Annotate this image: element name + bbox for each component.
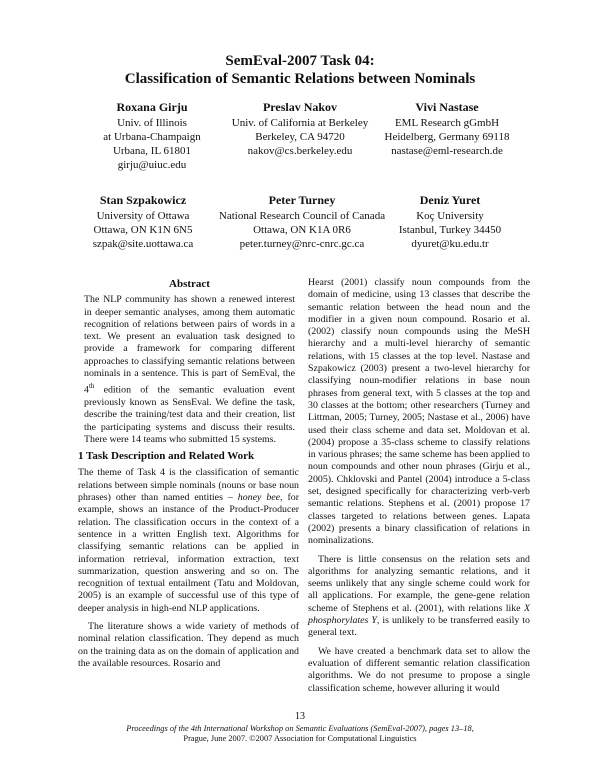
author-name: Preslav Nakov	[262, 100, 338, 114]
paragraph-text: , for example, shows an instance of the Product-Producer relation. The classification occurs in the context of a sentence in a written English text. Algorithms for classifying semantic relations can be applied in information retrieval, information extraction, text summarization, question answering and so on. The recognition of textual entailment (Tatu and Moldovan, 2005) is an example of successful use of this type of deeper analysis in high-end NLP applications.	[78, 492, 299, 614]
paragraph	[308, 554, 530, 640]
author-block	[352, 100, 542, 158]
author-email: nakov@cs.berkeley.edu	[247, 145, 353, 157]
author-name: Deniz Yuret	[419, 193, 481, 207]
author-name: Peter Turney	[268, 193, 336, 207]
footer-line-2: Prague, June 2007. ©2007 Association for Computational Linguistics	[183, 734, 417, 743]
author-affiliation: University of Ottawa	[96, 210, 190, 222]
author-affiliation: Berkeley, CA 94720	[255, 131, 345, 143]
author-affiliation: Ottawa, ON K1A 0R6	[253, 224, 351, 236]
paragraph-text: The theme of Task 4 is the classification of semantic relations between simple nominals (nouns or base noun phrases) other than named entities –	[78, 467, 299, 504]
author-email: nastase@eml-research.de	[391, 145, 503, 157]
right-column	[308, 277, 530, 695]
author-affiliation: at Urbana-Champaign	[103, 131, 201, 143]
paragraph-emphasis: honey bee	[237, 492, 281, 504]
paragraph: Hearst (2001) classify noun compounds from the domain of medicine, using 13 classes that describe the semantic relation between the head noun and the modifier in a given noun compound. Rosario et al. (2002) classify noun compounds using the MeSH hierarchy and a multi-level hierarchy of semantic relations, with 15 classes at the top level. Nastase and Szpakowicz (2003) present a two-level hierarchy for classifying noun-modifier relations in base noun phrases from general text, with 5 classes at the top and 30 classes at the bottom; other researchers (Turney and Littman, 2005; Turney, 2005; Nastase et al., 2006) have used their class scheme and data set. Moldovan et al. (2004) propose a 35-class scheme to classify relations in various phrases; the same scheme has been applied to noun compounds and other noun phrases (Girju et al., 2005). Chklovski and Pantel (2004) introduce a 5-class set, designed specifically for characterizing verb-verb semantic relations. Stephens et al. (2001) propose 17 classes targeted to relations between genes. Lapata (2002) presents a binary classification of relations in nominalizations.	[308, 277, 530, 547]
paragraph	[78, 467, 299, 615]
footer-line-1: Proceedings of the 4th International Workshop on Semantic Evaluations (SemEval-2007), pages 13–18,	[126, 724, 474, 733]
author-affiliation: National Research Council of Canada	[218, 210, 386, 222]
author-affiliation: Univ. of California at Berkeley	[231, 117, 369, 129]
left-column	[78, 278, 299, 670]
author-email: dyuret@ku.edu.tr	[411, 238, 489, 250]
author-affiliation: Istanbul, Turkey 34450	[398, 224, 502, 236]
section-heading: 1 Task Description and Related Work	[78, 450, 255, 463]
title-line-1: SemEval-2007 Task 04:	[225, 53, 375, 69]
paragraph: The literature shows a wide variety of methods of nominal relation classification. They depend as much on the training data as on the domain of application and the available resources. Rosario and	[78, 621, 299, 669]
author-affiliation: Urbana, IL 61801	[112, 145, 192, 157]
abstract-heading: Abstract	[169, 278, 210, 290]
author-block	[355, 193, 545, 251]
author-affiliation: Koç University	[416, 210, 484, 222]
author-affiliation: Heidelberg, Germany 69118	[384, 131, 510, 143]
abstract	[78, 278, 299, 446]
abstract-text-part: The NLP community has shown a renewed interest in deeper semantic analyses, among them automatic recognition of relations between pairs of words in a text. We present an evaluation task designed to provide a framework for comparing different approaches to classifying semantic relations between nominals in a sentence. This is part of SemEval, the 4	[84, 294, 295, 396]
abstract-text-part: edition of the semantic evaluation event previously known as SensEval. We define the task, describe the training/test data and their creation, list the participating systems and discuss their results. There were 14 teams who submitted 15 systems.	[84, 384, 295, 445]
author-email: peter.turney@nrc-cnrc.gc.ca	[239, 238, 365, 250]
author-affiliation: Ottawa, ON K1N 6N5	[93, 224, 193, 236]
paragraph-emphasis: X phosphorylates Y	[308, 602, 530, 627]
paper-title	[0, 52, 600, 88]
title-line-2: Classification of Semantic Relations between Nominals	[124, 71, 476, 87]
author-name: Vivi Nastase	[415, 100, 479, 114]
footer	[0, 724, 600, 744]
abstract-text	[84, 294, 295, 446]
abstract-superscript: th	[88, 382, 95, 391]
paragraph: We have created a benchmark data set to allow the evaluation of different semantic relation classification algorithms. We do not presume to propose a single classification scheme, however alluring it would	[308, 645, 530, 694]
author-name: Roxana Girju	[116, 100, 188, 114]
paragraph-text: , is unlikely to be transferred easily to general text.	[308, 615, 530, 639]
author-affiliation: EML Research gGmbH	[394, 117, 500, 129]
author-name: Stan Szpakowicz	[99, 193, 187, 207]
page-number: 13	[295, 711, 305, 722]
author-affiliation: Univ. of Illinois	[117, 117, 187, 129]
author-email: szpak@site.uottawa.ca	[92, 238, 194, 250]
paragraph-text: There is little consensus on the relation sets and algorithms for analyzing semantic relations, and it seems unlikely that any single scheme could work for all applications. For example, the gene-gene relation scheme of Stephens et al. (2001), with relations like	[308, 553, 530, 614]
author-email: girju@uiuc.edu	[117, 159, 187, 171]
